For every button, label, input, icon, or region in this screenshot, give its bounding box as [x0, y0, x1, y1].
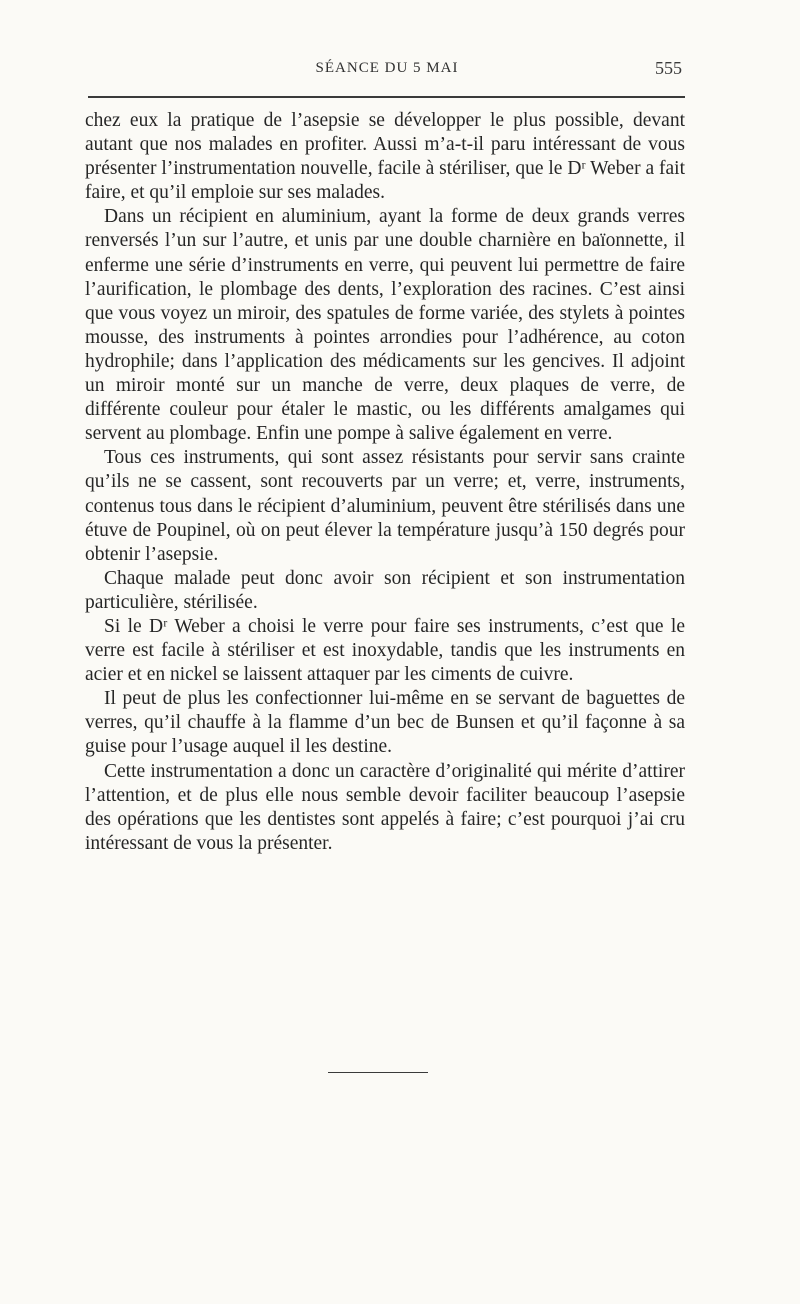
- paragraph: Tous ces instruments, qui sont assez résistants pour servir sans crainte qu’ils ne se cassent, sont recouverts par un verre; et, verre, instruments, contenus tous dans le récipient d’aluminium, peuvent être stérilisés dans une étuve de Poupinel, où on peut élever la température jusqu’à 150 degrés pour obtenir l’asepsie.: [85, 447, 685, 565]
- page-number: 555: [655, 58, 682, 78]
- header-rule: [88, 96, 685, 98]
- paragraph: Cette instrumentation a donc un caractère d’originalité qui mérite d’attirer l’attention, et de plus elle nous semble devoir faciliter beaucoup l’asepsie des opérations que les dentistes sont appelés à faire; c’est pourquoi j’ai cru intéressant de vous la présenter.: [85, 760, 685, 854]
- paragraph: chez eux la pratique de l’asepsie se développer le plus possible, devant autant que nos malades en profiter. Aussi m’a-t-il paru intéressant de vous présenter l’instrumentation nouvelle, facile à stériliser, que le Dʳ Weber a fait faire, et qu’il emploie sur ses malades.: [85, 110, 685, 204]
- paragraph: Chaque malade peut donc avoir son récipient et son instrumentation particulière, stérilisée.: [85, 567, 685, 613]
- end-rule: [328, 1072, 428, 1073]
- paragraph: Dans un récipient en aluminium, ayant la forme de deux grands verres renversés l’un sur l’autre, et unis par une double charnière en baïonnette, il enferme une série d’instruments en verre, qui peuvent lui permettre de faire l’aurification, le plombage des dents, l’exploration des racines. C’est ainsi que vous voyez un miroir, des spatules de forme variée, des stylets à pointes mousse, des instruments à pointes arrondies pour l’adhérence, au coton hydrophile; dans l’application des médicaments sur les gencives. Il adjoint un miroir monté sur un manche de verre, deux plaques de verre, de différente couleur pour étaler le mastic, ou les différents amalgames qui servent au plombage. Enfin une pompe à salive également en verre.: [85, 206, 685, 445]
- paragraph: Si le Dʳ Weber a choisi le verre pour faire ses instruments, c’est que le verre est facile à stériliser et est inoxydable, tandis que les instruments en acier et en nickel se laissent attaquer par les ciments de cuivre.: [85, 615, 685, 686]
- page-header: [88, 57, 686, 87]
- paragraph: Il peut de plus les confectionner lui-même en se servant de baguettes de verres, qu’il chauffe à la flamme d’un bec de Bunsen et qu’il façonne à sa guise pour l’usage auquel il les destine.: [85, 688, 685, 758]
- running-head: SÉANCE DU 5 MAI: [315, 60, 459, 76]
- article-body: [85, 109, 685, 856]
